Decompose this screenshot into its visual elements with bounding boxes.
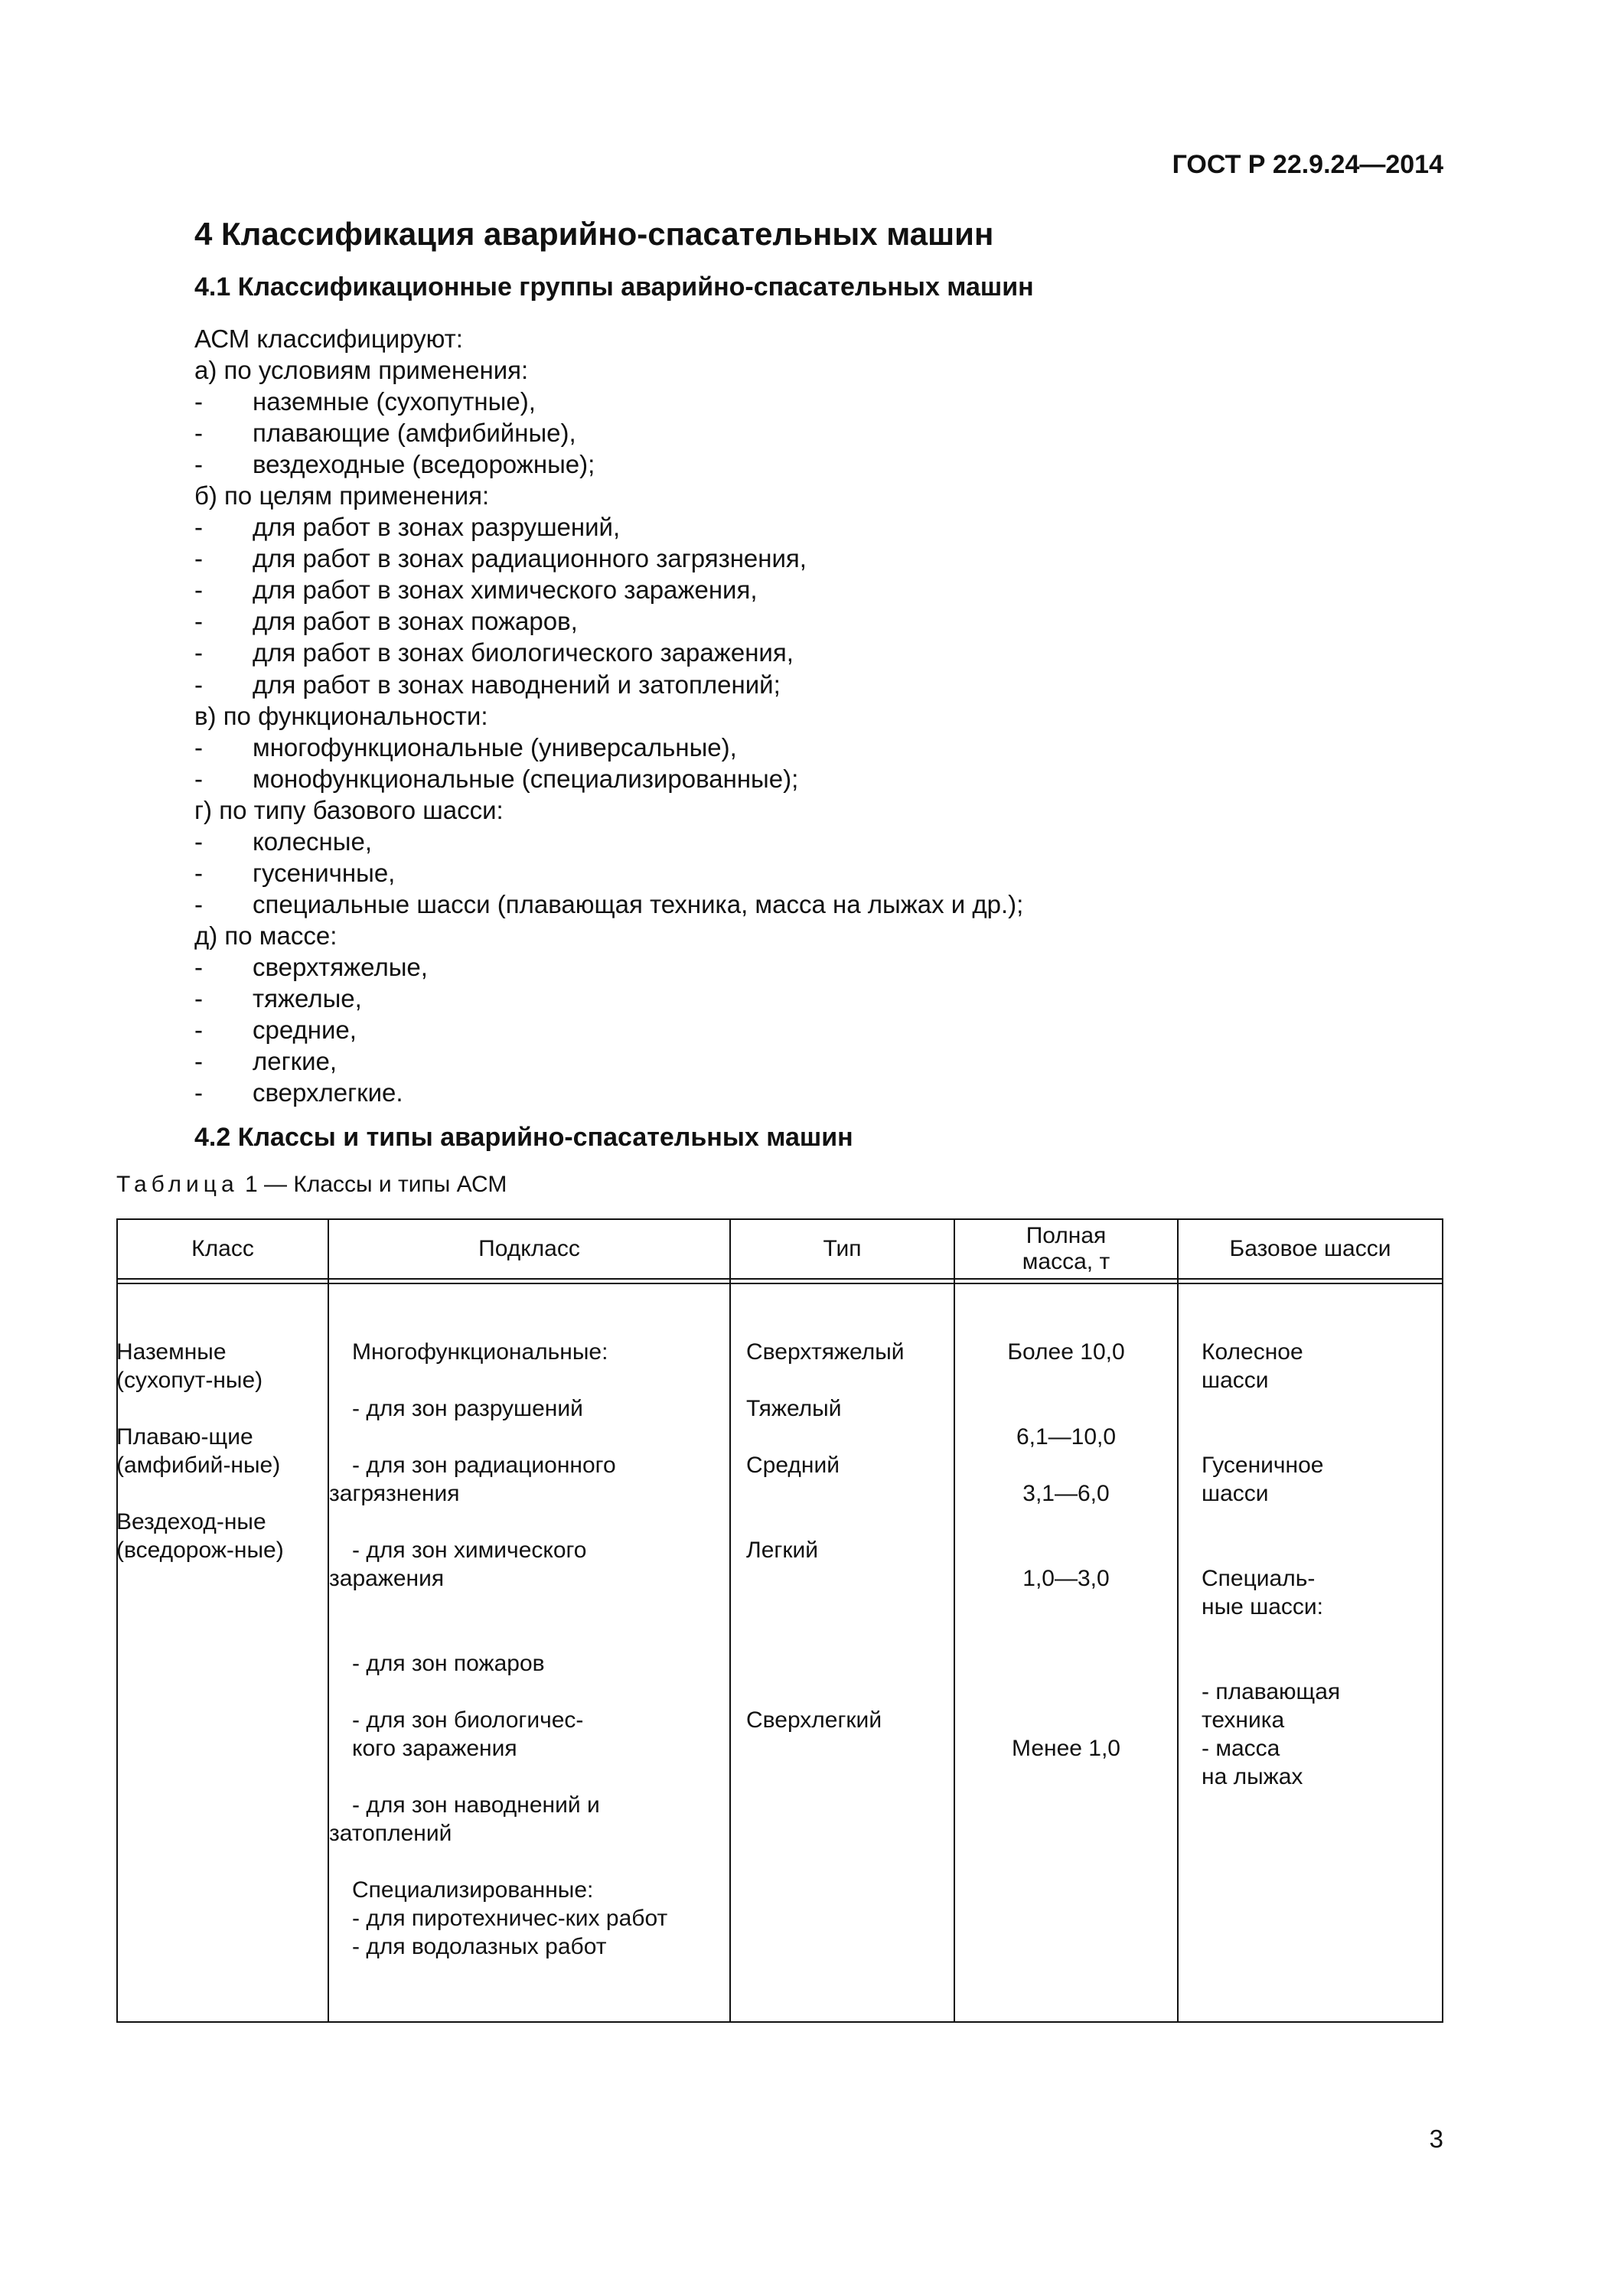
table-cell-subclass: - для зон биологичес- xyxy=(352,1707,584,1733)
list-dash: - xyxy=(194,513,203,542)
list-item-text: для работ в зонах биологического заражения, xyxy=(253,638,794,667)
table-cell-class: (амфибий-ные) xyxy=(116,1453,281,1478)
list-line-text: д) по массе: xyxy=(194,921,338,950)
list-item-text: гусеничные, xyxy=(253,858,396,887)
table-cell-chassis: - плавающая xyxy=(1202,1679,1341,1704)
table-cell-mass: Более 10,0 xyxy=(1007,1339,1125,1365)
list-dash: - xyxy=(194,889,203,918)
table-caption xyxy=(116,1172,507,1198)
list-item xyxy=(194,826,1434,857)
subsection-title-4-1: 4.1 Классификационные группы аварийно-спасательных машин xyxy=(194,272,1034,302)
table-cell-subclass: - для зон наводнений и xyxy=(352,1792,600,1818)
table-cell-class: (сухопут-ные) xyxy=(116,1368,263,1393)
table-cell-mass: 3,1—6,0 xyxy=(1022,1481,1110,1506)
list-item-text: для работ в зонах наводнений и затоплений; xyxy=(253,670,781,699)
table-cell-chassis: техника xyxy=(1202,1707,1285,1733)
list-dash: - xyxy=(194,983,203,1013)
list-item-text: сверхтяжелые, xyxy=(253,952,428,981)
table-cell-chassis: Гусеничное xyxy=(1202,1453,1324,1478)
table-cell-chassis: на лыжах xyxy=(1202,1764,1303,1789)
list-dash: - xyxy=(194,764,203,793)
table-cell-type: Легкий xyxy=(746,1538,818,1563)
table-cell-subclass: - для зон пожаров xyxy=(352,1651,545,1676)
list-item xyxy=(194,1014,1434,1045)
list-item-text: сверхлегкие. xyxy=(253,1078,403,1107)
table-cell-class: (вседорож-ные) xyxy=(116,1538,284,1563)
table-cell-type: Тяжелый xyxy=(746,1396,842,1421)
list-item xyxy=(194,889,1434,920)
table-cell-chassis: шасси xyxy=(1202,1481,1269,1506)
table-cell-subclass: заражения xyxy=(329,1566,445,1591)
table-cell-subclass: затоплений xyxy=(329,1821,452,1846)
list-dash: - xyxy=(194,670,203,699)
list-item xyxy=(194,386,1434,417)
table-caption-word: Таблица xyxy=(116,1172,239,1197)
list-dash: - xyxy=(194,638,203,667)
list-line xyxy=(194,323,1434,354)
list-item xyxy=(194,857,1434,889)
table-cell-mass: 1,0—3,0 xyxy=(1022,1566,1110,1591)
list-line xyxy=(194,920,1434,951)
table-header-type: Тип xyxy=(823,1236,862,1261)
table-cell-mass: Менее 1,0 xyxy=(1012,1736,1120,1761)
list-line-text: в) по функциональности: xyxy=(194,701,488,730)
table-cell-chassis: ные шасси: xyxy=(1202,1594,1323,1619)
list-item-text: средние, xyxy=(253,1016,357,1045)
list-item-text: многофункциональные (универсальные), xyxy=(253,732,737,762)
list-item-text: тяжелые, xyxy=(253,983,362,1013)
table-cell-class: Наземные xyxy=(116,1339,227,1365)
list-line xyxy=(194,794,1434,826)
list-line-text: а) по условиям применения: xyxy=(194,356,529,385)
list-line-text: АСМ классифицируют: xyxy=(194,325,463,353)
list-item xyxy=(194,1045,1434,1077)
list-item-text: плавающие (амфибийные), xyxy=(253,419,576,448)
list-item-text: вездеходные (вседорожные); xyxy=(253,450,595,479)
table-cell-type: Сверхтяжелый xyxy=(746,1339,905,1365)
page-number: 3 xyxy=(1429,2125,1443,2153)
table-cell-subclass: загрязнения xyxy=(329,1481,460,1506)
list-dash: - xyxy=(194,1047,203,1076)
table-column-divider xyxy=(729,1218,731,2023)
list-item xyxy=(194,1077,1434,1108)
list-dash: - xyxy=(194,952,203,981)
table-cell-type: Средний xyxy=(746,1453,840,1478)
list-item xyxy=(194,511,1434,543)
table-cell-type: Сверхлегкий xyxy=(746,1707,882,1733)
list-item xyxy=(194,605,1434,637)
list-item xyxy=(194,417,1434,448)
list-dash: - xyxy=(194,607,203,636)
list-dash: - xyxy=(194,1016,203,1045)
list-dash: - xyxy=(194,576,203,605)
list-item xyxy=(194,763,1434,794)
table-cell-subclass: - для зон разрушений xyxy=(352,1396,583,1421)
table-cell-subclass: - для водолазных работ xyxy=(352,1934,607,1959)
table-caption-rest: 1 — Классы и типы АСМ xyxy=(244,1172,507,1197)
table-header-chassis: Базовое шасси xyxy=(1229,1236,1391,1261)
list-line xyxy=(194,700,1434,732)
document-code: ГОСТ Р 22.9.24—2014 xyxy=(1172,150,1443,179)
list-dash: - xyxy=(194,827,203,856)
list-item xyxy=(194,669,1434,700)
table-cell-subclass: Многофункциональные: xyxy=(352,1339,608,1365)
table-column-divider xyxy=(328,1218,329,2023)
classification-list xyxy=(194,323,1434,1108)
table-cell-chassis: Колесное xyxy=(1202,1339,1303,1365)
section-title: 4 Классификация аварийно-спасательных машин xyxy=(194,216,994,252)
table-cell-chassis: Специаль- xyxy=(1202,1566,1316,1591)
table-cell-subclass: - для пиротехничес-ких работ xyxy=(352,1906,668,1931)
table-cell-chassis: шасси xyxy=(1202,1368,1269,1393)
list-line-text: б) по целям применения: xyxy=(194,481,490,510)
list-item xyxy=(194,983,1434,1014)
table-column-divider xyxy=(1177,1218,1179,2023)
table-cell-mass: 6,1—10,0 xyxy=(1016,1424,1117,1450)
list-item-text: для работ в зонах химического заражения, xyxy=(253,576,758,605)
list-line xyxy=(194,480,1434,511)
list-item-text: специальные шасси (плавающая техника, масса на лыжах и др.); xyxy=(253,889,1024,918)
table-header-rule-double xyxy=(116,1283,1443,1284)
table-cell-subclass: - для зон химического xyxy=(352,1538,587,1563)
table-cell-chassis: - масса xyxy=(1202,1736,1280,1761)
table-header-class: Класс xyxy=(191,1236,254,1261)
list-dash: - xyxy=(194,419,203,448)
table-header-mass: Полная масса, т xyxy=(1022,1223,1110,1274)
list-line xyxy=(194,354,1434,386)
list-item-text: для работ в зонах радиационного загрязнения, xyxy=(253,544,807,573)
list-item xyxy=(194,951,1434,983)
subsection-title-4-2: 4.2 Классы и типы аварийно-спасательных машин xyxy=(194,1123,853,1152)
table-cell-class: Плаваю-щие xyxy=(116,1424,253,1450)
list-item-text: монофункциональные (специализированные); xyxy=(253,764,799,793)
list-item xyxy=(194,543,1434,574)
list-item-text: для работ в зонах пожаров, xyxy=(253,607,578,636)
table-cell-class: Вездеход-ные xyxy=(116,1509,266,1534)
list-item-text: легкие, xyxy=(253,1047,338,1076)
list-item-text: колесные, xyxy=(253,827,373,856)
list-dash: - xyxy=(194,1078,203,1107)
list-dash: - xyxy=(194,387,203,416)
list-dash: - xyxy=(194,544,203,573)
list-item xyxy=(194,637,1434,668)
list-item-text: наземные (сухопутные), xyxy=(253,387,536,416)
table-cell-subclass: - для зон радиационного xyxy=(352,1453,616,1478)
table-header-subclass: Подкласс xyxy=(478,1236,580,1261)
table-cell-subclass: кого заражения xyxy=(352,1736,517,1761)
list-item xyxy=(194,448,1434,480)
table-header-rule xyxy=(116,1278,1443,1280)
list-item-text: для работ в зонах разрушений, xyxy=(253,513,621,542)
list-item xyxy=(194,574,1434,605)
list-dash: - xyxy=(194,732,203,762)
list-dash: - xyxy=(194,450,203,479)
table-cell-subclass: Специализированные: xyxy=(352,1877,594,1903)
list-item xyxy=(194,732,1434,763)
list-dash: - xyxy=(194,858,203,887)
list-line-text: г) по типу базового шасси: xyxy=(194,795,504,824)
